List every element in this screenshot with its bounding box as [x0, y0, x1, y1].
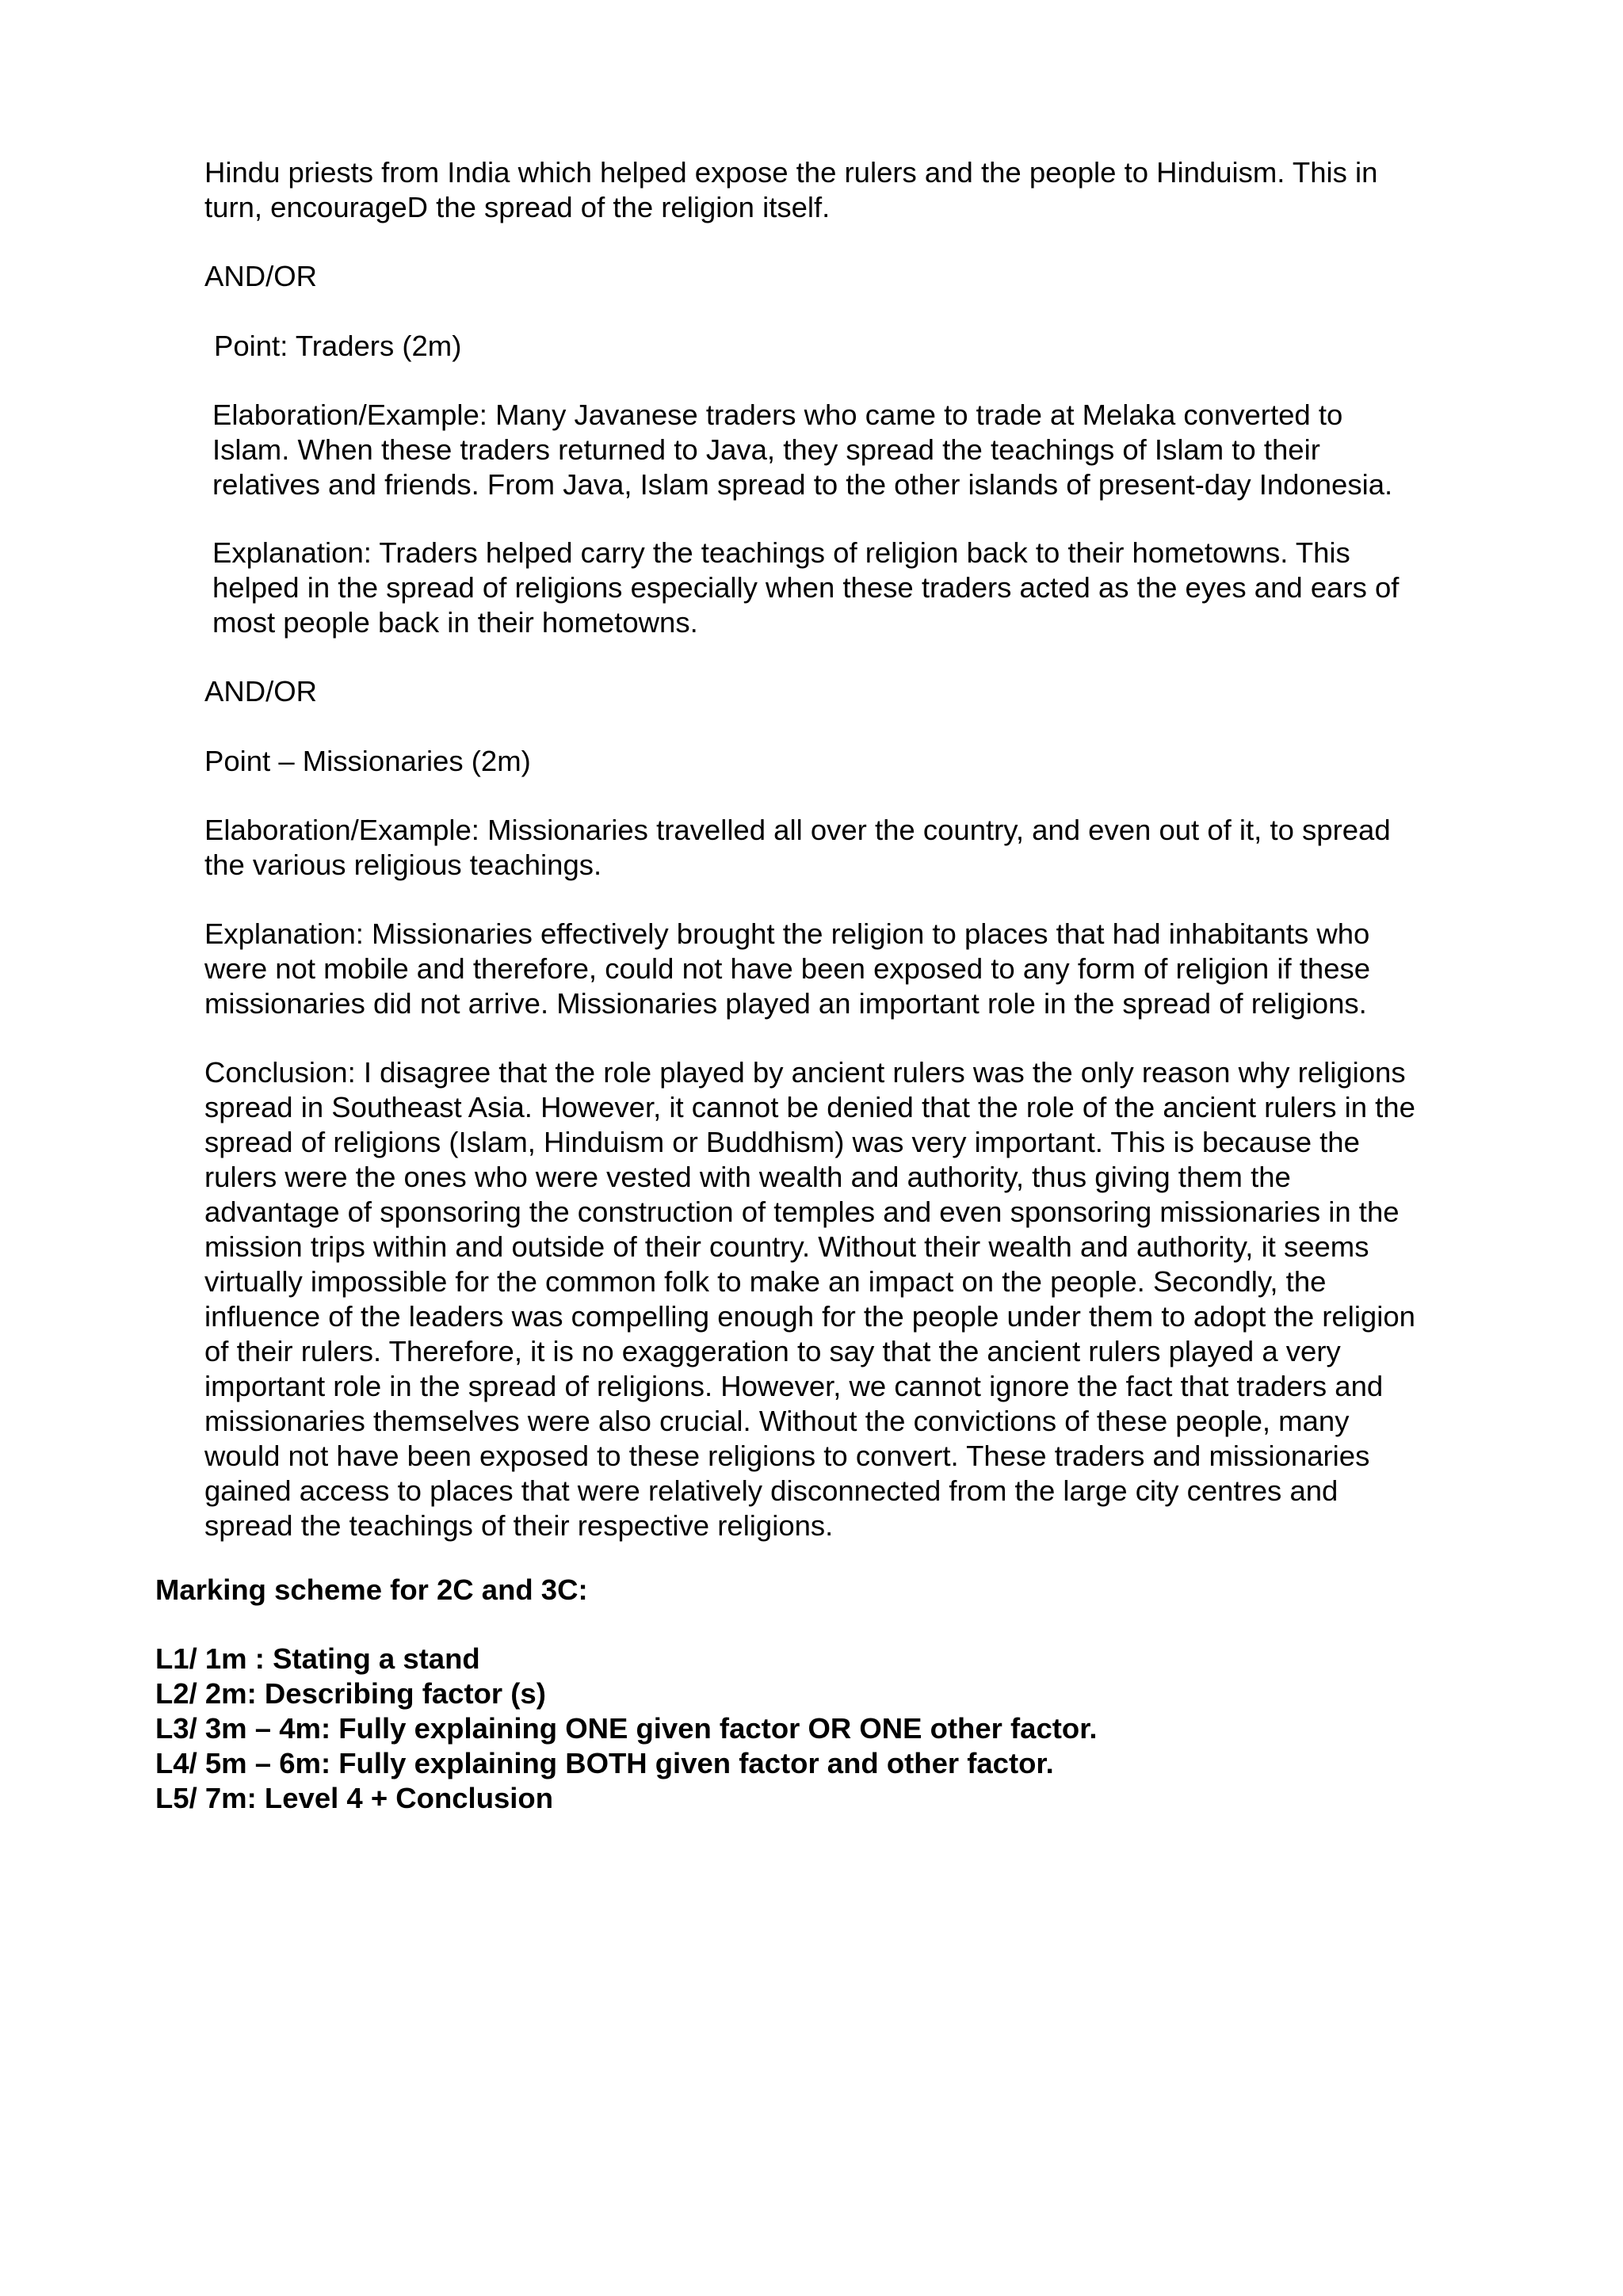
- marking-level-item: L4/ 5m – 6m: Fully explaining BOTH given factor and other factor.: [155, 1747, 1054, 1779]
- paragraph-line: Elaboration/Example: Many Javanese traders who came to trade at Melaka converted to: [212, 399, 1343, 431]
- paragraph-line: were not mobile and therefore, could not have been exposed to any form of religion if these: [204, 952, 1371, 985]
- missionaries-elaboration-paragraph: [204, 813, 1391, 883]
- paragraph-line: Hindu priests from India which helped expose the rulers and the people to Hinduism. This in: [204, 156, 1378, 189]
- traders-point: Point: Traders (2m): [214, 330, 462, 362]
- conclusion-paragraph: [204, 1055, 1415, 1543]
- paragraph-line: missionaries did not arrive. Missionaries played an important role in the spread of religions.: [204, 987, 1367, 1020]
- and-or-separator: AND/OR: [204, 260, 317, 292]
- paragraph-line: of their rulers. Therefore, it is no exaggeration to say that the ancient rulers played a very: [204, 1335, 1341, 1367]
- paragraph-line: Explanation: Missionaries effectively brought the religion to places that had inhabitants who: [204, 917, 1370, 950]
- missionaries-explanation-paragraph: [204, 917, 1370, 1021]
- marking-level-item: L3/ 3m – 4m: Fully explaining ONE given factor OR ONE other factor.: [155, 1712, 1098, 1745]
- paragraph-line: most people back in their hometowns.: [212, 606, 698, 639]
- traders-explanation-paragraph: [212, 536, 1399, 640]
- missionaries-point: Point – Missionaries (2m): [204, 745, 531, 777]
- marking-levels-list: [155, 1642, 1098, 1816]
- paragraph-line: important role in the spread of religions. However, we cannot ignore the fact that traders and: [204, 1370, 1384, 1402]
- paragraph-line: turn, encourageD the spread of the religion itself.: [204, 191, 831, 223]
- paragraph-line: Explanation: Traders helped carry the teachings of religion back to their hometowns. This: [212, 536, 1350, 569]
- paragraph-line: would not have been exposed to these religions to convert. These traders and missionaries: [204, 1440, 1370, 1472]
- paragraph-line: mission trips within and outside of their country. Without their wealth and authority, it seems: [204, 1230, 1369, 1263]
- marking-scheme-heading: Marking scheme for 2C and 3C:: [155, 1573, 588, 1606]
- paragraph-line: spread of religions (Islam, Hinduism or Buddhism) was very important. This is because the: [204, 1126, 1360, 1158]
- paragraph-line: spread the teachings of their respective religions.: [204, 1509, 834, 1542]
- marking-level-item: L5/ 7m: Level 4 + Conclusion: [155, 1782, 554, 1814]
- paragraph-line: influence of the leaders was compelling enough for the people under them to adopt the religion: [204, 1300, 1415, 1333]
- paragraph-line: rulers were the ones who were vested with wealth and authority, thus giving them the: [204, 1161, 1291, 1193]
- paragraph-line: advantage of sponsoring the construction of temples and even sponsoring missionaries in the: [204, 1196, 1400, 1228]
- marking-level-item: L2/ 2m: Describing factor (s): [155, 1677, 546, 1710]
- paragraph-line: Islam. When these traders returned to Java, they spread the teachings of Islam to their: [212, 433, 1320, 466]
- and-or-separator: AND/OR: [204, 675, 317, 707]
- paragraph-line: helped in the spread of religions especially when these traders acted as the eyes and ears of: [212, 571, 1400, 604]
- paragraph-line: Conclusion: I disagree that the role played by ancient rulers was the only reason why religions: [204, 1056, 1406, 1089]
- paragraph-line: relatives and friends. From Java, Islam spread to the other islands of present-day Indonesia.: [212, 468, 1393, 501]
- hindu-priests-paragraph: [204, 155, 1377, 225]
- paragraph-line: Elaboration/Example: Missionaries travelled all over the country, and even out of it, to spread: [204, 814, 1391, 846]
- paragraph-line: the various religious teachings.: [204, 849, 602, 881]
- paragraph-line: virtually impossible for the common folk to make an impact on the people. Secondly, the: [204, 1265, 1327, 1298]
- paragraph-line: gained access to places that were relatively disconnected from the large city centres and: [204, 1474, 1338, 1507]
- marking-level-item: L1/ 1m : Stating a stand: [155, 1642, 480, 1675]
- paragraph-line: missionaries themselves were also crucial. Without the convictions of these people, many: [204, 1405, 1350, 1437]
- paragraph-line: spread in Southeast Asia. However, it cannot be denied that the role of the ancient rulers in the: [204, 1091, 1415, 1123]
- traders-elaboration-paragraph: [212, 398, 1392, 502]
